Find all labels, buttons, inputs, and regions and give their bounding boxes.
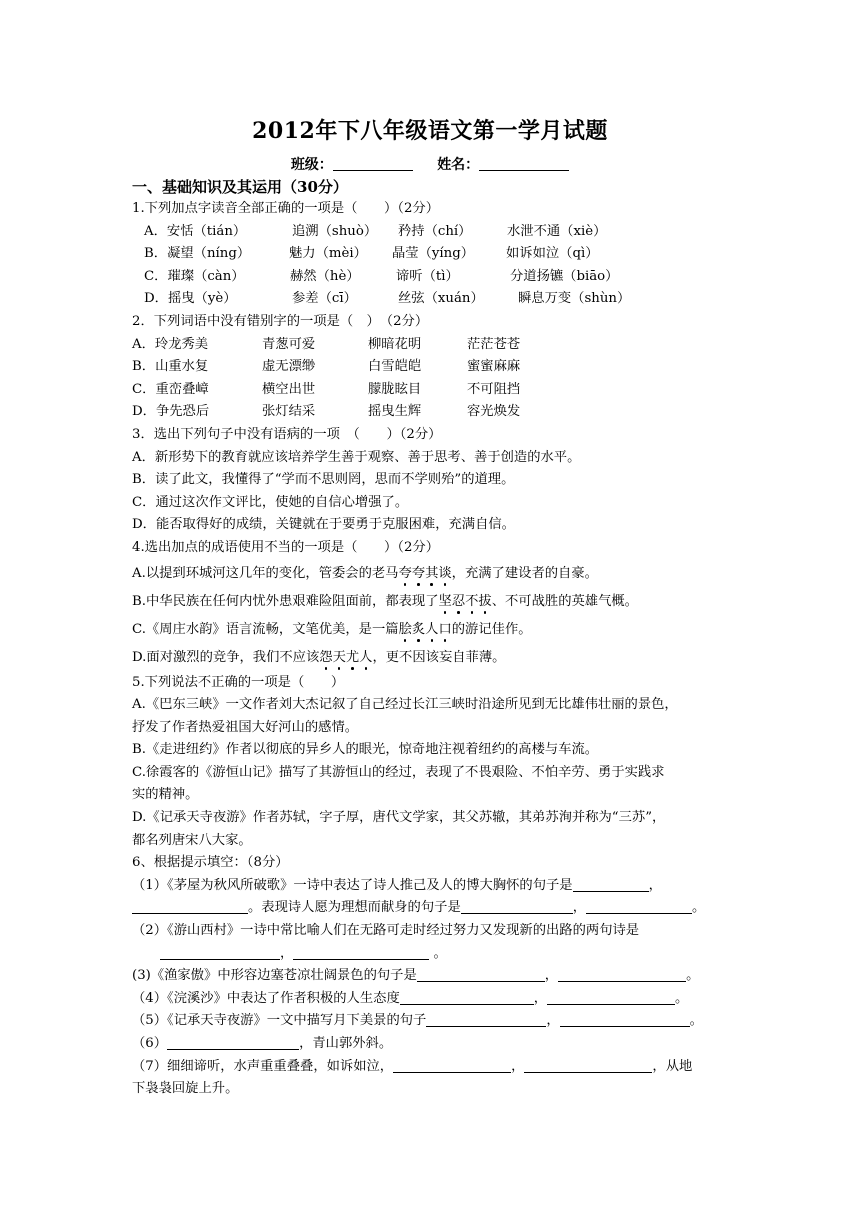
q4-a-idiom [398, 566, 451, 581]
q1-c-3: 谛听（tì） [396, 268, 459, 284]
answer-blank[interactable] [558, 967, 686, 982]
q6-item-4 [132, 988, 732, 1011]
q6-5-text: （5）《记承天寺夜游》一文中描写月下美景的句子 [132, 1013, 427, 1029]
q1-b-1: B．凝望（níng） [144, 246, 251, 262]
q2-d-1: D．争先恐后 [132, 404, 210, 420]
emphasis-char: 夸 [411, 565, 426, 581]
q2-b-2: 虚无漂缈 [262, 359, 316, 375]
q6-1-text: （1）《茅屋为秋风所破歌》一诗中表达了诗人推己及人的博大胸怀的句子是 [132, 877, 573, 893]
punct: ， [533, 990, 548, 1006]
q4-b-text-end: 、不可战胜的英雄气概。 [491, 593, 638, 609]
q1-b-4: 如诉如泣（qì） [506, 246, 599, 262]
q2-option-b [132, 356, 732, 379]
q4-d-text: D.面对激烈的竞争，我们不应该 [132, 649, 320, 665]
page-title: 2012年下八年级语文第一学月试题 [252, 118, 608, 144]
punct: ， [648, 877, 662, 893]
emphasis-char: 其 [425, 565, 439, 581]
q1-a-3: 矜持（chí） [398, 223, 472, 239]
q2-a-4: 茫茫苍苍 [467, 336, 521, 352]
section-heading: 一、基础知识及其运用（30分） [132, 178, 348, 196]
emphasis-char: 谈 [438, 565, 452, 581]
q1-d-1: D．摇曳（yè） [144, 291, 237, 307]
q5-option-b: B.《走进纽约》作者以彻底的异乡人的眼光，惊奇地注视着纽约的高楼与车流。 [132, 742, 599, 758]
answer-blank[interactable] [426, 1012, 546, 1027]
class-name-line [0, 154, 860, 174]
emphasis-char: 怨 [319, 649, 333, 665]
q4-option-d [132, 644, 732, 672]
answer-blank[interactable] [160, 945, 280, 960]
q2-option-c [132, 379, 732, 402]
q1-a-1: A．安恬（tián） [144, 223, 247, 239]
q6-4-text: （4）《浣溪沙》中表达了作者积极的人生态度 [132, 990, 400, 1006]
q6-item-3 [132, 965, 732, 988]
punct: ， [546, 1013, 560, 1029]
q6-7-text-2: ，从地 [652, 1058, 693, 1074]
emphasis-char: 忍 [451, 593, 466, 609]
q6-item-7-line2: 下袅袅回旋上升。 [132, 1081, 239, 1097]
q1-b-3: 晶莹（yíng） [392, 246, 475, 262]
q2-option-d [132, 401, 732, 424]
answer-blank[interactable] [547, 990, 675, 1005]
answer-blank[interactable] [461, 899, 573, 914]
q4-d-idiom [319, 650, 372, 665]
q4-b-text: B.中华民族在任何内忧外患艰难险阻面前，都表现了 [132, 593, 439, 609]
answer-blank[interactable] [417, 967, 545, 982]
q5-option-c-line1: C.徐霞客的《游恒山记》描写了其游恒山的经过，表现了不畏艰险、不怕辛劳、勇于实践求 [132, 764, 665, 780]
emphasis-char: 不 [465, 593, 479, 609]
q2-a-1: A．玲龙秀美 [132, 336, 209, 352]
q6-item-6 [132, 1033, 732, 1056]
q4-stem: 4.选出加点的成语使用不当的一项是（ ）（2分） [132, 539, 440, 555]
name-label: 姓名： [437, 157, 480, 173]
punct: 。 [689, 1013, 703, 1029]
emphasis-char: 天 [332, 649, 346, 665]
q2-c-3: 朦胧眩目 [368, 381, 422, 397]
answer-blank[interactable] [132, 899, 248, 914]
q1-b-2: 魅力（mèi） [289, 246, 367, 262]
answer-blank[interactable] [560, 1012, 690, 1027]
emphasis-char: 尤 [345, 649, 360, 665]
emphasis-char: 坚 [438, 593, 452, 609]
q2-d-2: 张灯结采 [262, 404, 316, 420]
punct: ， [511, 1058, 525, 1074]
q1-option-b [132, 243, 732, 266]
q6-1-text-2: 。表现诗人愿为理想而献身的句子是 [248, 900, 461, 916]
q2-b-3: 白雪皑皑 [368, 359, 422, 375]
q4-a-text: A.以提到环城河这几年的变化，管委会的老马 [132, 565, 399, 581]
q2-a-3: 柳暗花明 [368, 336, 422, 352]
q2-c-4: 不可阻挡 [467, 381, 521, 397]
punct: ， [572, 900, 587, 916]
q2-option-a [132, 334, 732, 357]
q4-c-text-end: 的游记佳作。 [451, 621, 532, 637]
q1-c-4: 分道扬镳（biāo） [510, 268, 619, 284]
q1-option-d [132, 288, 732, 311]
q6-stem: 6、根据提示填空：（8分） [132, 855, 289, 871]
punct: ， [280, 945, 294, 961]
answer-blank[interactable] [293, 945, 429, 960]
q1-a-4: 水泄不通（xiè） [507, 223, 607, 239]
q4-c-text: C.《周庄水韵》语言流畅，文笔优美，是一篇 [132, 621, 399, 637]
q4-c-idiom [399, 622, 452, 637]
q6-item-1-line1 [132, 875, 732, 898]
q5-option-d-line2: 都名列唐宋八大家。 [132, 832, 252, 848]
q5-option-a-line2: 抒发了作者热爱祖国大好河山的感情。 [132, 719, 359, 735]
q6-item-2-line1: （2）《游山西村》一诗中常比喻人们在无路可走时经过努力又发现新的出路的两句诗是 [132, 923, 640, 939]
q5-option-c-line2: 实的精神。 [132, 787, 199, 803]
emphasis-char: 拔 [478, 593, 492, 609]
answer-blank[interactable] [393, 1058, 511, 1073]
q2-d-3: 摇曳生辉 [368, 404, 422, 420]
q1-option-c [132, 266, 732, 289]
q1-d-3: 丝弦（xuán） [398, 291, 484, 307]
q4-option-a [132, 560, 732, 588]
emphasis-char: 人 [425, 621, 439, 637]
answer-blank[interactable] [167, 1035, 299, 1050]
answer-blank[interactable] [400, 990, 534, 1005]
questions [132, 198, 732, 1101]
q6-item-1-line2 [132, 897, 732, 920]
q3-option-b: B．读了此文，我懂得了“学而不思则罔，思而不学则殆”的道理。 [132, 472, 515, 488]
q5-option-d-line1: D.《记承天寺夜游》作者苏轼，字子厚，唐代文学家，其父苏辙，其弟苏洵并称为“三苏”， [132, 810, 666, 826]
class-blank[interactable] [333, 156, 413, 171]
q6-7-text: （7）细细谛听，水声重重叠叠，如诉如泣， [132, 1058, 394, 1074]
q6-item-7-line1 [132, 1056, 732, 1079]
q1-c-2: 赫然（hè） [290, 268, 360, 284]
q3-option-c: C．通过这次作文评比，使她的自信心增强了。 [132, 494, 409, 510]
q4-b-idiom [439, 594, 492, 609]
q4-option-b [132, 588, 732, 616]
q2-b-1: B．山重水复 [132, 359, 209, 375]
q4-d-text-end: ，更不因该妄自菲薄。 [372, 649, 506, 665]
q2-b-4: 蜜蜜麻麻 [467, 359, 521, 375]
q5-option-a-line1: A.《巴东三峡》一文作者刘大杰记叙了自己经过长江三峡时沿途所见到无比雄伟壮丽的景色， [132, 697, 678, 713]
emphasis-char: 口 [438, 621, 452, 637]
punct: 。 [686, 968, 700, 984]
q5-stem: 5.下列说法不正确的一项是（ ） [132, 674, 345, 690]
emphasis-char: 脍 [398, 621, 412, 637]
q4-option-c [132, 616, 732, 644]
answer-blank[interactable] [586, 899, 692, 914]
q2-c-1: C．重峦叠嶂 [132, 381, 209, 397]
q3-option-a: A．新形势下的教育就应该培养学生善于观察、善于思考、善于创造的水平。 [132, 449, 581, 465]
q6-item-5 [132, 1010, 732, 1033]
punct: 。 [692, 900, 706, 916]
q2-d-4: 容光焕发 [467, 404, 521, 420]
q3-stem: 3．选出下列句子中没有语病的一项 （ ）（2分） [132, 426, 442, 442]
q1-stem: 1.下列加点字读音全部正确的一项是（ ）（2分） [132, 201, 440, 216]
q2-a-2: 青葱可爱 [262, 336, 316, 352]
punct: ， [544, 968, 559, 984]
q1-d-2: 参差（cī） [292, 291, 357, 307]
q1-a-2: 追溯（shuò） [292, 223, 378, 239]
q1-d-4: 瞬息万变（shùn） [518, 291, 631, 307]
punct: 。 [433, 945, 447, 961]
name-blank[interactable] [479, 156, 569, 171]
emphasis-char: 夸 [398, 565, 412, 581]
q1-c-1: C．璀璨（càn） [144, 268, 245, 284]
q6-3-text: (3)《渔家傲》中形容边塞苍凉壮阔景色的句子是 [132, 968, 417, 984]
q6-6-label: （6） [132, 1036, 168, 1051]
q3-option-d: D．能否取得好的成绩，关键就在于要勇于克服困难，充满自信。 [132, 517, 515, 533]
q6-6-text: ，青山郭外斜。 [299, 1036, 393, 1051]
answer-blank[interactable] [524, 1058, 652, 1073]
q6-item-2-line2 [132, 943, 732, 966]
q2-c-2: 横空出世 [262, 381, 316, 397]
emphasis-char: 人 [359, 649, 373, 665]
class-label: 班级： [290, 157, 333, 173]
punct: 。 [675, 990, 689, 1006]
emphasis-char: 炙 [411, 621, 426, 637]
q2-stem: 2．下列词语中没有错别字的一项是（ ） （2分） [132, 313, 429, 329]
q1-option-a [132, 221, 732, 244]
answer-blank[interactable] [573, 877, 649, 892]
q4-a-text-end: ，充满了建设者的自豪。 [451, 565, 598, 581]
